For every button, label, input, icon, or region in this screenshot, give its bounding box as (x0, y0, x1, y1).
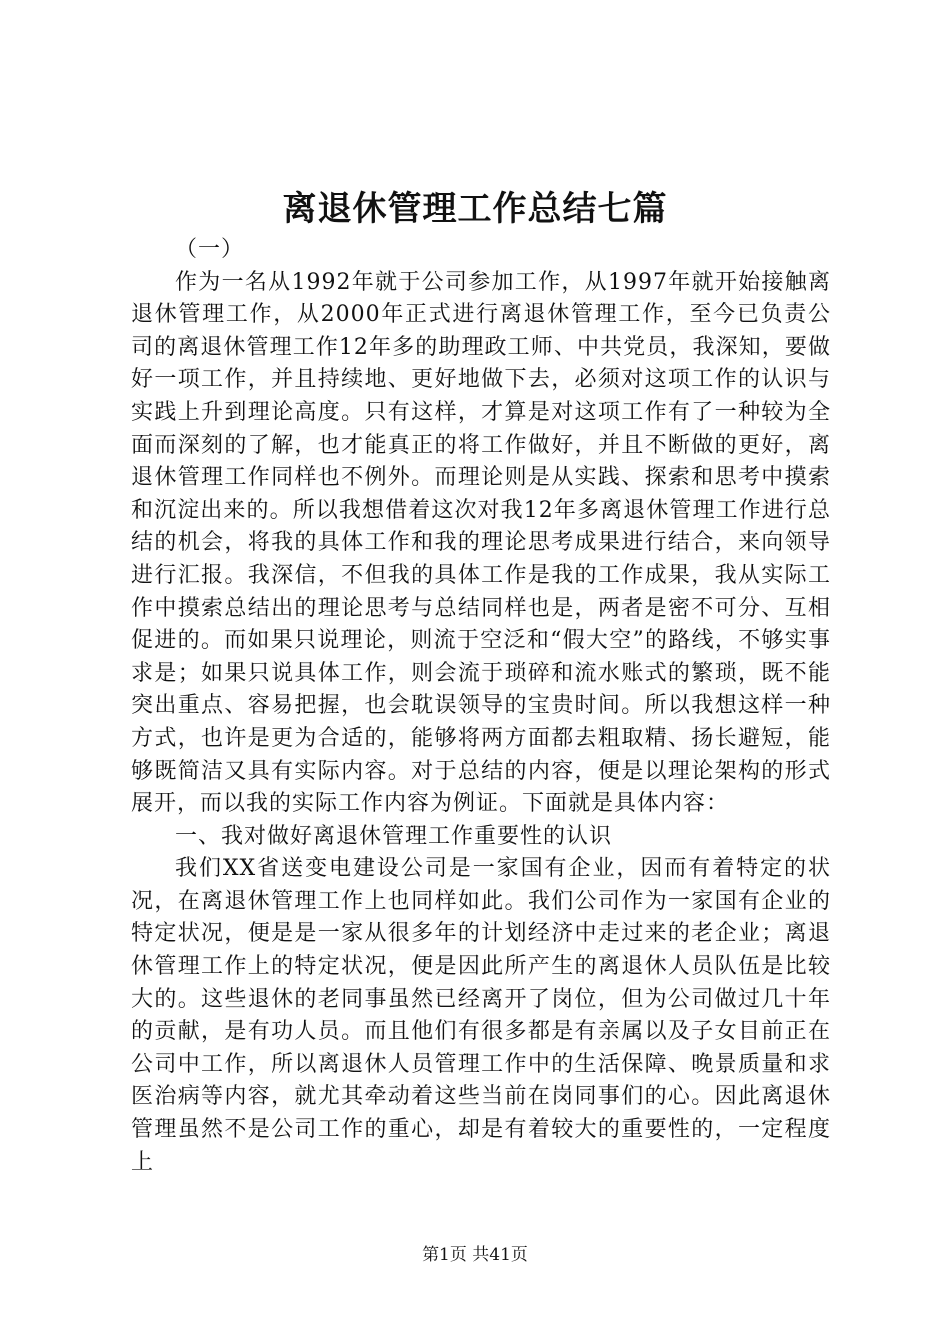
section-number: （一） (175, 237, 245, 262)
body-paragraph: 作为一名从1992年就于公司参加工作，从1997年就开始接触离退休管理工作，从2000年正式进行离退休管理工作，至今已负责公司的离退休管理工作12年多的助理政工师、中共党员，我深知，要做好一项工作，并且持续地、更好地做下去，必须对这项工作的认识与实践上升到理论高度。只有这样，才算是对这项工作有了一种较为全面而深刻的了解，也才能真正的将工作做好，并且不断做的更好，离退休管理工作同样也不例外。而理论则是从实践、探索和思考中摸索和沉淀出来的。所以我想借着这次对我12年多离退休管理工作进行总结的机会，将我的具体工作和我的理论思考成果进行结合，来向领导进行汇报。我深信，不但我的具体工作是我的工作成果，我从实际工作中摸索总结出的理论思考与总结同样也是，两者是密不可分、互相促进的。而如果只说理论，则流于空泛和“假大空”的路线，不够实事求是；如果只说具体工作，则会流于琐碎和流水账式的繁琐，既不能突出重点、容易把握，也会耽误领导的宝贵时间。所以我想这样一种方式，也许是更为合适的，能够将两方面都去粗取精、扬长避短，能够既简洁又具有实际内容。对于总结的内容，便是以理论架构的形式展开，而以我的实际工作内容为例证。下面就是具体内容： (131, 269, 831, 817)
section-heading: 一、我对做好离退休管理工作重要性的认识 (175, 823, 613, 849)
page-number-footer: 第1页 共41页 (422, 1245, 528, 1265)
body-paragraph: 我们XX省送变电建设公司是一家国有企业，因而有着特定的状况，在离退休管理工作上也同样如此。我们公司作为一家国有企业的特定状况，便是是一家从很多年的计划经济中走过来的老企业；离退休管理工作上的特定状况，便是因此所产生的离退休人员队伍是比较大的。这些退休的老同事虽然已经离开了岗位，但为公司做过几十年的贡献，是有功人员。而且他们有很多都是有亲属以及子女目前正在公司中工作，所以离退休人员管理工作中的生活保障、晚景质量和求医治病等内容，就尤其牵动着这些当前在岗同事们的心。因此离退休管理虽然不是公司工作的重心，却是有着较大的重要性的，一定程度上 (131, 856, 831, 1175)
document-title: 离退休管理工作总结七篇 (282, 189, 668, 229)
document-body (131, 234, 831, 1179)
